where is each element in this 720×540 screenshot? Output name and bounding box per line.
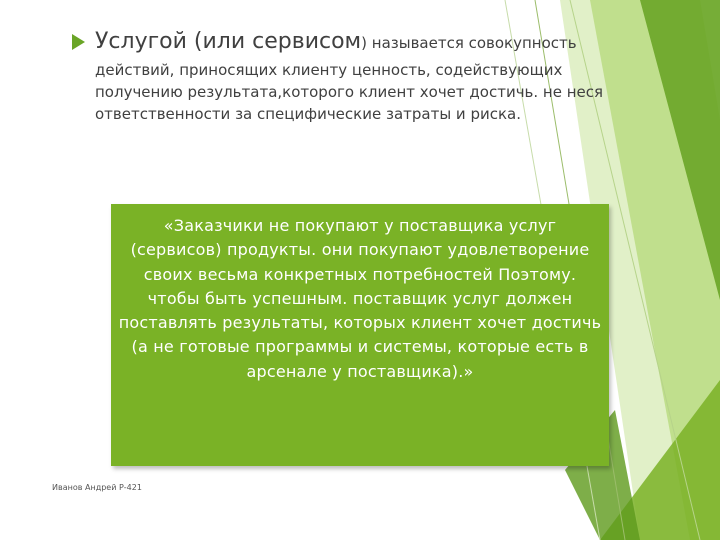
bullet-line-4: ответственности за специфические затраты и риска. — [95, 105, 521, 123]
quote-text: «Заказчики не покупают у поставщика услуг (сервисов) продукты. они покупают удовлетворение своих весьма конкретных потребностей Поэтому. чтобы быть успешным. поставщик услуг должен поставлять результаты, которых клиент хочет достичь (а не готовые программы и системы, которые есть в арсенале у поставщика).» — [118, 216, 602, 381]
quote-box — [111, 204, 609, 466]
bullet-text — [95, 26, 640, 125]
bullet-line-2: действий, приносящих клиенту ценность, содействующих — [95, 61, 563, 79]
bullet-arrow-icon — [72, 34, 85, 50]
bullet-lead-rest: ) называется совокупность — [361, 34, 577, 52]
author-footer: Иванов Андрей Р-421 — [52, 483, 142, 492]
bullet-line-1 — [95, 26, 640, 59]
bullet-line-3: получению результата,которого клиент хочет достичь. не неся — [95, 83, 604, 101]
bullet-lead: Услугой (или сервисом — [95, 29, 362, 54]
